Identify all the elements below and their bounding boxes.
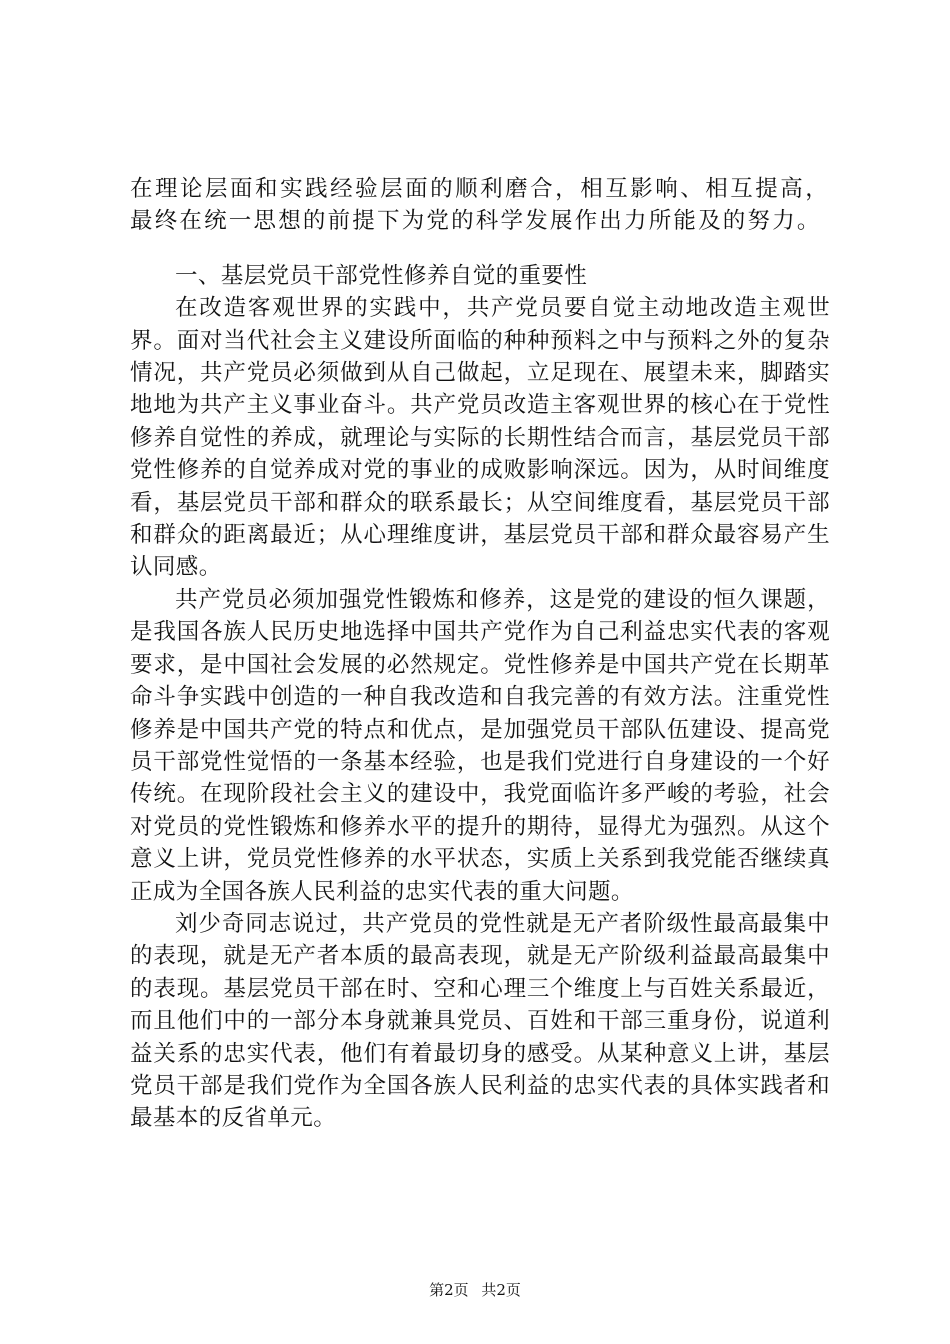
lead-paragraph: 在理论层面和实践经验层面的顺利磨合，相互影响、相互提高，最终在统一思想的前提下为党的科学发展作出力所能及的努力。 (130, 176, 830, 235)
body-paragraph-2: 共产党员必须加强党性锻炼和修养，这是党的建设的恒久课题，是我国各族人民历史地选择中国共产党作为自己利益忠实代表的客观要求，是中国社会发展的必然规定。党性修养是中国共产党在长期革命斗争实践中创造的一种自我改造和自我完善的有效方法。注重党性修养是中国共产党的特点和优点，是加强党员干部队伍建设、提高党员干部党性觉悟的一条基本经验，也是我们党进行自身建设的一个好传统。在现阶段社会主义的建设中，我党面临许多严峻的考验，社会对党员的党性锻炼和修养水平的提升的期待，显得尤为强烈。从这个意义上讲，党员党性修养的水平状态，实质上关系到我党能否继续真正成为全国各族人民利益的忠实代表的重大问题。 (130, 586, 830, 905)
page-footer (0, 1280, 950, 1300)
body-paragraph-3: 刘少奇同志说过，共产党员的党性就是无产者阶级性最高最集中的表现，就是无产者本质的最高表现，就是无产阶级利益最高最集中的表现。基层党员干部在时、空和心理三个维度上与百姓关系最近，而且他们中的一部分本身就兼具党员、百姓和干部三重身份，说道利益关系的忠实代表，他们有着最切身的感受。从某种意义上讲，基层党员干部是我们党作为全国各族人民利益的忠实代表的具体实践者和最基本的反省单元。 (130, 910, 830, 1132)
page-number-current: 第2页 (429, 1281, 469, 1299)
section-heading: 一、基层党员干部党性修养自觉的重要性 (175, 262, 588, 289)
body-paragraph-1: 在改造客观世界的实践中，共产党员要自觉主动地改造主观世界。面对当代社会主义建设所面临的种种预料之中与预料之外的复杂情况，共产党员必须做到从自己做起，立足现在、展望未来，脚踏实地地为共产主义事业奋斗。共产党员改造主客观世界的核心在于党性修养自觉性的养成，就理论与实际的长期性结合而言，基层党员干部党性修养的自觉养成对党的事业的成败影响深远。因为，从时间维度看，基层党员干部和群众的联系最长；从空间维度看，基层党员干部和群众的距离最近；从心理维度讲，基层党员干部和群众最容易产生认同感。 (130, 295, 830, 581)
page-number-total: 共2页 (481, 1281, 521, 1299)
document-body (130, 173, 830, 1135)
